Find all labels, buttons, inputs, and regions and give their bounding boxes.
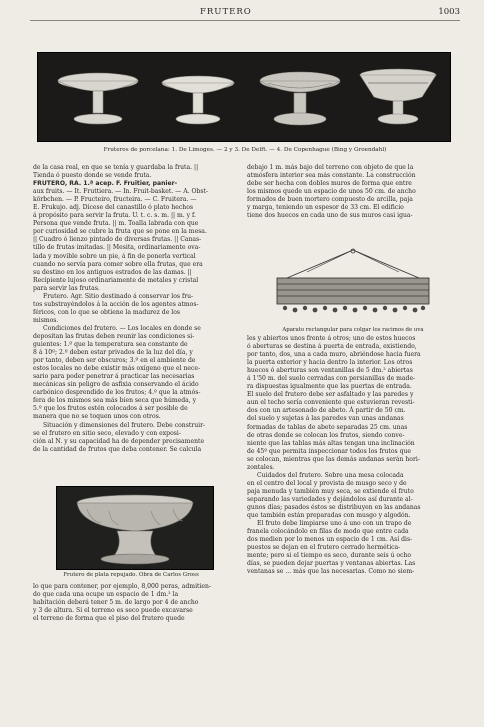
text-line: formados de buen mortero compuesto de arcilla, paja xyxy=(247,196,413,204)
text-line: por tanto, deben ser obscuros; 3.º en el ambiente de xyxy=(33,357,196,365)
text-line: do que cada una ocupe un espacio de 1 dm.² la xyxy=(33,591,179,599)
text-line: Frutero. Agr. Sitio destinado á conservar los fru- xyxy=(43,292,194,300)
text-line: estos locales no debe existir más oxígeno que el nece- xyxy=(33,365,201,373)
text-line: aun el techo sería conveniente que estuvieran revesti- xyxy=(247,399,415,407)
text-line: por curiosidad se cubre la fruta que se pone en la mesa. xyxy=(33,228,207,236)
text-line: cuando no servía para comer sobre ella frutas, que era xyxy=(33,260,203,268)
text-line: tillo de frutas imitadas. || Mesita, ordinariamente ova- xyxy=(33,244,201,252)
text-line: manera que no se toquen unos con otros. xyxy=(33,413,161,421)
text-line: ó aberturas se destina á puerta de entrada, existiendo, xyxy=(247,343,417,351)
text-line: féricos, con lo que se obtiene la madurez de los xyxy=(33,308,180,316)
text-line: el terreno de forma que el piso del frutero quede xyxy=(33,615,185,623)
page-header xyxy=(30,7,460,19)
text-line: 5.º que los frutos estén colocados á ser posible de xyxy=(33,405,188,413)
text-line: El fruto debe limpiarse uno á uno con un trapo de xyxy=(257,520,412,528)
text-line: || Cuadro ó lienzo pintado de diversas frutas. || Canas- xyxy=(33,236,202,244)
text-line: mecánicas sin peligro de asfixia conservando el ácido xyxy=(33,381,199,389)
text-line: para servir las frutas. xyxy=(33,284,100,292)
text-line: Condiciones del frutero. — Los locales en donde se xyxy=(43,324,201,332)
grape-rack-image xyxy=(277,249,429,312)
page-number: 1003 xyxy=(438,7,460,17)
text-line: la puerta exterior y hacia dentro la interior. Los otros xyxy=(247,359,413,367)
text-line: separando las variedades y dejándolos así durante al- xyxy=(247,495,413,503)
text-line: de la cantidad de frutos que deba contener. Se calcula xyxy=(33,445,202,453)
text-line: les y abiertos unos frente á otros; uno de estos huecos xyxy=(247,335,416,342)
text-line: y 3 de altura. Si el terreno es seco puede excavarse xyxy=(33,607,193,615)
right-column-top-text xyxy=(247,164,459,220)
grape-rack-caption: Aparato rectangular para colgar los racimos de uva xyxy=(282,327,424,333)
text-line: franela colocándolo en filas de modo que entre cada xyxy=(247,528,409,536)
silver-figure-caption: Frutero de plata repujado. Obra de Carlos Gross xyxy=(63,572,199,578)
text-line: aux fruits. — It. Fruttiera. — In. Fruit-basket. — A. Obst- xyxy=(33,188,209,196)
text-line: atmósfera interior sea más constante. La construcción xyxy=(247,172,416,180)
text-line: Recipiente lujoso ordinariamente de metales y cristal xyxy=(33,276,199,284)
text-line: días, se pueden dejar puertas y ventanas abiertas. Las xyxy=(247,560,416,568)
text-line: se colocan, mientras que las demás andanas serán hori- xyxy=(247,455,420,463)
text-line: á 1'50 m. del suelo cerradas con persianillas de made- xyxy=(247,375,416,383)
text-line: ra dispuestas igualmente que las puertas de entrada. xyxy=(247,383,412,391)
text-line: dos con un artesonado de abeto. Á partir de 50 cm. xyxy=(247,407,406,415)
text-line: de 45º que permita inspeccionar todos los frutos que xyxy=(247,447,412,455)
text-line: que también están preparadas con musgo y algodón. xyxy=(247,512,411,520)
text-line: depositan las frutas deben reunir las condiciones si- xyxy=(33,332,195,340)
text-line: de otras donde se colocan los frutos, siendo conve- xyxy=(247,431,405,439)
entry-headword-line: FRUTERO, RA. 1.ª acep. F. Fruitier, panier- xyxy=(33,180,178,188)
text-line: debajo 1 m. más bajo del terreno con objeto de que la xyxy=(247,164,414,171)
text-line: ción al N. y su capacidad ha de depender precisamente xyxy=(33,437,205,445)
text-line: lada y movible sobre un pie, á fin de ponerla vertical xyxy=(33,252,196,260)
text-line: debe ser hecha con dobles muros de forma que entre xyxy=(247,180,412,188)
text-line: guientes: 1.º que la temperatura sea constante de xyxy=(33,341,188,349)
text-line: del suelo y sujetas á las paredes van unas andanas xyxy=(247,415,404,423)
text-line: zontales. xyxy=(247,463,275,471)
text-line: körbchen. — P. Fructeiro, fructeira. — C. Fruitera. — xyxy=(33,196,197,204)
text-line: niente que las tablas más altas tengan una inclinación xyxy=(247,439,415,447)
text-line: Situación y dimensiones del frutero. Debe construir- xyxy=(43,421,206,429)
running-title: FRUTERO xyxy=(200,7,252,17)
text-line: de la casa real, en que se tenía y guardaba la fruta. || xyxy=(33,164,199,171)
text-line: fera de los mismos sea más bien seca que húmeda, y xyxy=(33,397,197,405)
right-column-bottom-text xyxy=(247,335,459,576)
text-line: se el frutero en sitio seco, elevado y con exposi- xyxy=(33,429,181,437)
text-line: por tanto, dos, una a cada muro, abriéndose hacia fuera xyxy=(247,351,421,359)
text-line: Tienda ó puesto donde se vende fruta. xyxy=(33,172,152,180)
text-line: ventanas se ... más que las necesarias. Como no siem- xyxy=(247,568,415,576)
grape-rack-figure xyxy=(247,248,459,326)
text-line: tiene dos huecos en cada uno de sus muros casi igua- xyxy=(247,212,413,220)
text-line: tos substrayéndolos á la acción de los agentes atmos- xyxy=(33,300,199,308)
text-line: sario para poder penetrar á practicar las necesarias xyxy=(33,373,195,381)
text-line: y marga, teniendo un espesor de 33 cm. El edificio xyxy=(247,204,404,212)
text-line: su destino en los antiguos estrados de las damas. || xyxy=(33,268,192,276)
left-column-text xyxy=(33,164,229,454)
text-line: Persona que vende fruta. || m. Toalla labrada con que xyxy=(33,220,199,228)
text-line: mente; pero si el tiempo es seco, durante seis ú ocho xyxy=(247,552,412,560)
text-line: El suelo del frutero debe ser asfaltado y las paredes y xyxy=(247,391,414,399)
text-line: mismos. xyxy=(33,316,59,324)
text-line: formadas de tablas de abeto separadas 25 cm. unas xyxy=(247,423,408,431)
text-line: en el centro del local y provista de musgo seco y de xyxy=(247,479,407,487)
text-line: puestos se dejan en el frutero cerrado hermética- xyxy=(247,544,401,552)
text-line: dos medien por lo menos un espacio de 1 cm. Así dis- xyxy=(247,536,413,544)
text-line: Cuidados del frutero. Sobre una mesa colocada xyxy=(257,471,404,479)
left-column-bottom-text xyxy=(33,583,229,623)
text-line: á propósito para servir la fruta. U. t. c. s. m. || m. y f. xyxy=(33,212,196,220)
text-line: 8 á 10º; 2.º deben estar privados de la luz del día, y xyxy=(33,349,193,357)
text-line: habitación deberá tener 5 m. de largo por 4 de ancho xyxy=(33,599,199,607)
text-line: lo que para contener, por ejemplo, 8,000 peras, admitien- xyxy=(33,583,212,590)
text-line: carbónico desprendido de los frutos; 4.º que la atmós- xyxy=(33,389,201,397)
porcelain-fruit-bowls-figure xyxy=(37,52,451,142)
text-line: huecos ó aberturas son ventanillas de 5 dm.² abiertas xyxy=(247,367,413,375)
text-line: paja menuda y también muy seca, se extiende el fruto xyxy=(247,487,414,495)
text-line: E. Frukujo. adj. Dícese del canastillo ó plato hechos xyxy=(33,204,193,212)
text-line: los mismos quede un espacio de unos 50 cm. de ancho xyxy=(247,188,416,196)
text-line: gunos días; pasados éstos se distribuyen en las andanas xyxy=(247,503,421,511)
porcelain-figure-caption: Fruteros de porcelana: 1. De Limoges. — 2 y 3. De Delft. — 4. De Copenhague (Bing y Groendahl) xyxy=(103,147,387,153)
silver-fruit-bowl-figure xyxy=(56,486,214,570)
header-rule xyxy=(30,20,460,21)
